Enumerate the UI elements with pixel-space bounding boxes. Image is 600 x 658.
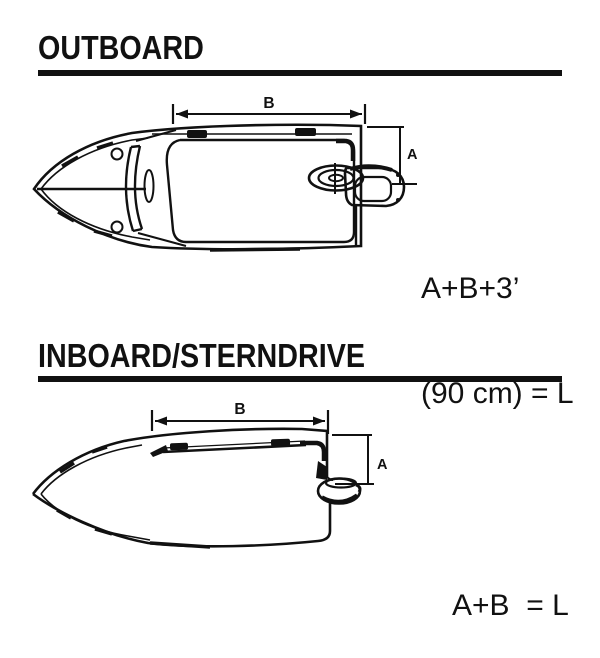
inboard-formula-line1: A+B = L — [452, 589, 569, 622]
outboard-stern-corner — [336, 141, 353, 161]
outboard-cleat-left — [187, 130, 207, 138]
outboard-cockpit-wall — [167, 140, 354, 242]
outboard-boat-drawing — [34, 125, 404, 250]
outboard-title: OUTBOARD — [38, 29, 204, 66]
inboard-boat-drawing — [33, 429, 360, 547]
outboard-hatch-bottom — [112, 222, 123, 233]
outboard-dim-b-arrow-right — [350, 110, 362, 119]
outboard-cleat-right — [295, 128, 316, 136]
inboard-hull-hatch-marks — [57, 447, 210, 547]
inboard-dim-b-arrow-right — [313, 417, 325, 426]
outboard-dim-b-arrow-left — [176, 110, 188, 119]
outboard-formula-line1: A+B+3’ — [421, 272, 520, 305]
inboard-hull-upper — [33, 429, 327, 494]
outboard-console — [145, 170, 154, 202]
inboard-dim-a-label: A — [377, 457, 388, 473]
outboard-dim-a-label: A — [407, 147, 418, 163]
inboard-drive-mount — [316, 461, 327, 480]
inboard-hull-inner-bottom — [41, 494, 150, 540]
inboard-sterndrive-unit — [318, 477, 360, 504]
inboard-windshield-mark — [150, 445, 168, 457]
outboard-hatch-top — [112, 149, 123, 160]
outboard-hull-hatch-marks — [58, 143, 300, 250]
inboard-title: INBOARD/STERNDRIVE — [38, 337, 365, 374]
inboard-dim-b-arrow-left — [155, 417, 167, 426]
inboard-cleat-left — [170, 443, 188, 451]
outboard-formula-line2: (90 cm) = L — [421, 377, 574, 410]
inboard-dim-b-label: B — [234, 401, 246, 418]
outboard-hull-outline — [34, 125, 361, 249]
inboard-dim-a-lines — [332, 435, 374, 484]
inboard-cleat-right — [271, 439, 290, 447]
outboard-dim-b-label: B — [263, 95, 275, 112]
